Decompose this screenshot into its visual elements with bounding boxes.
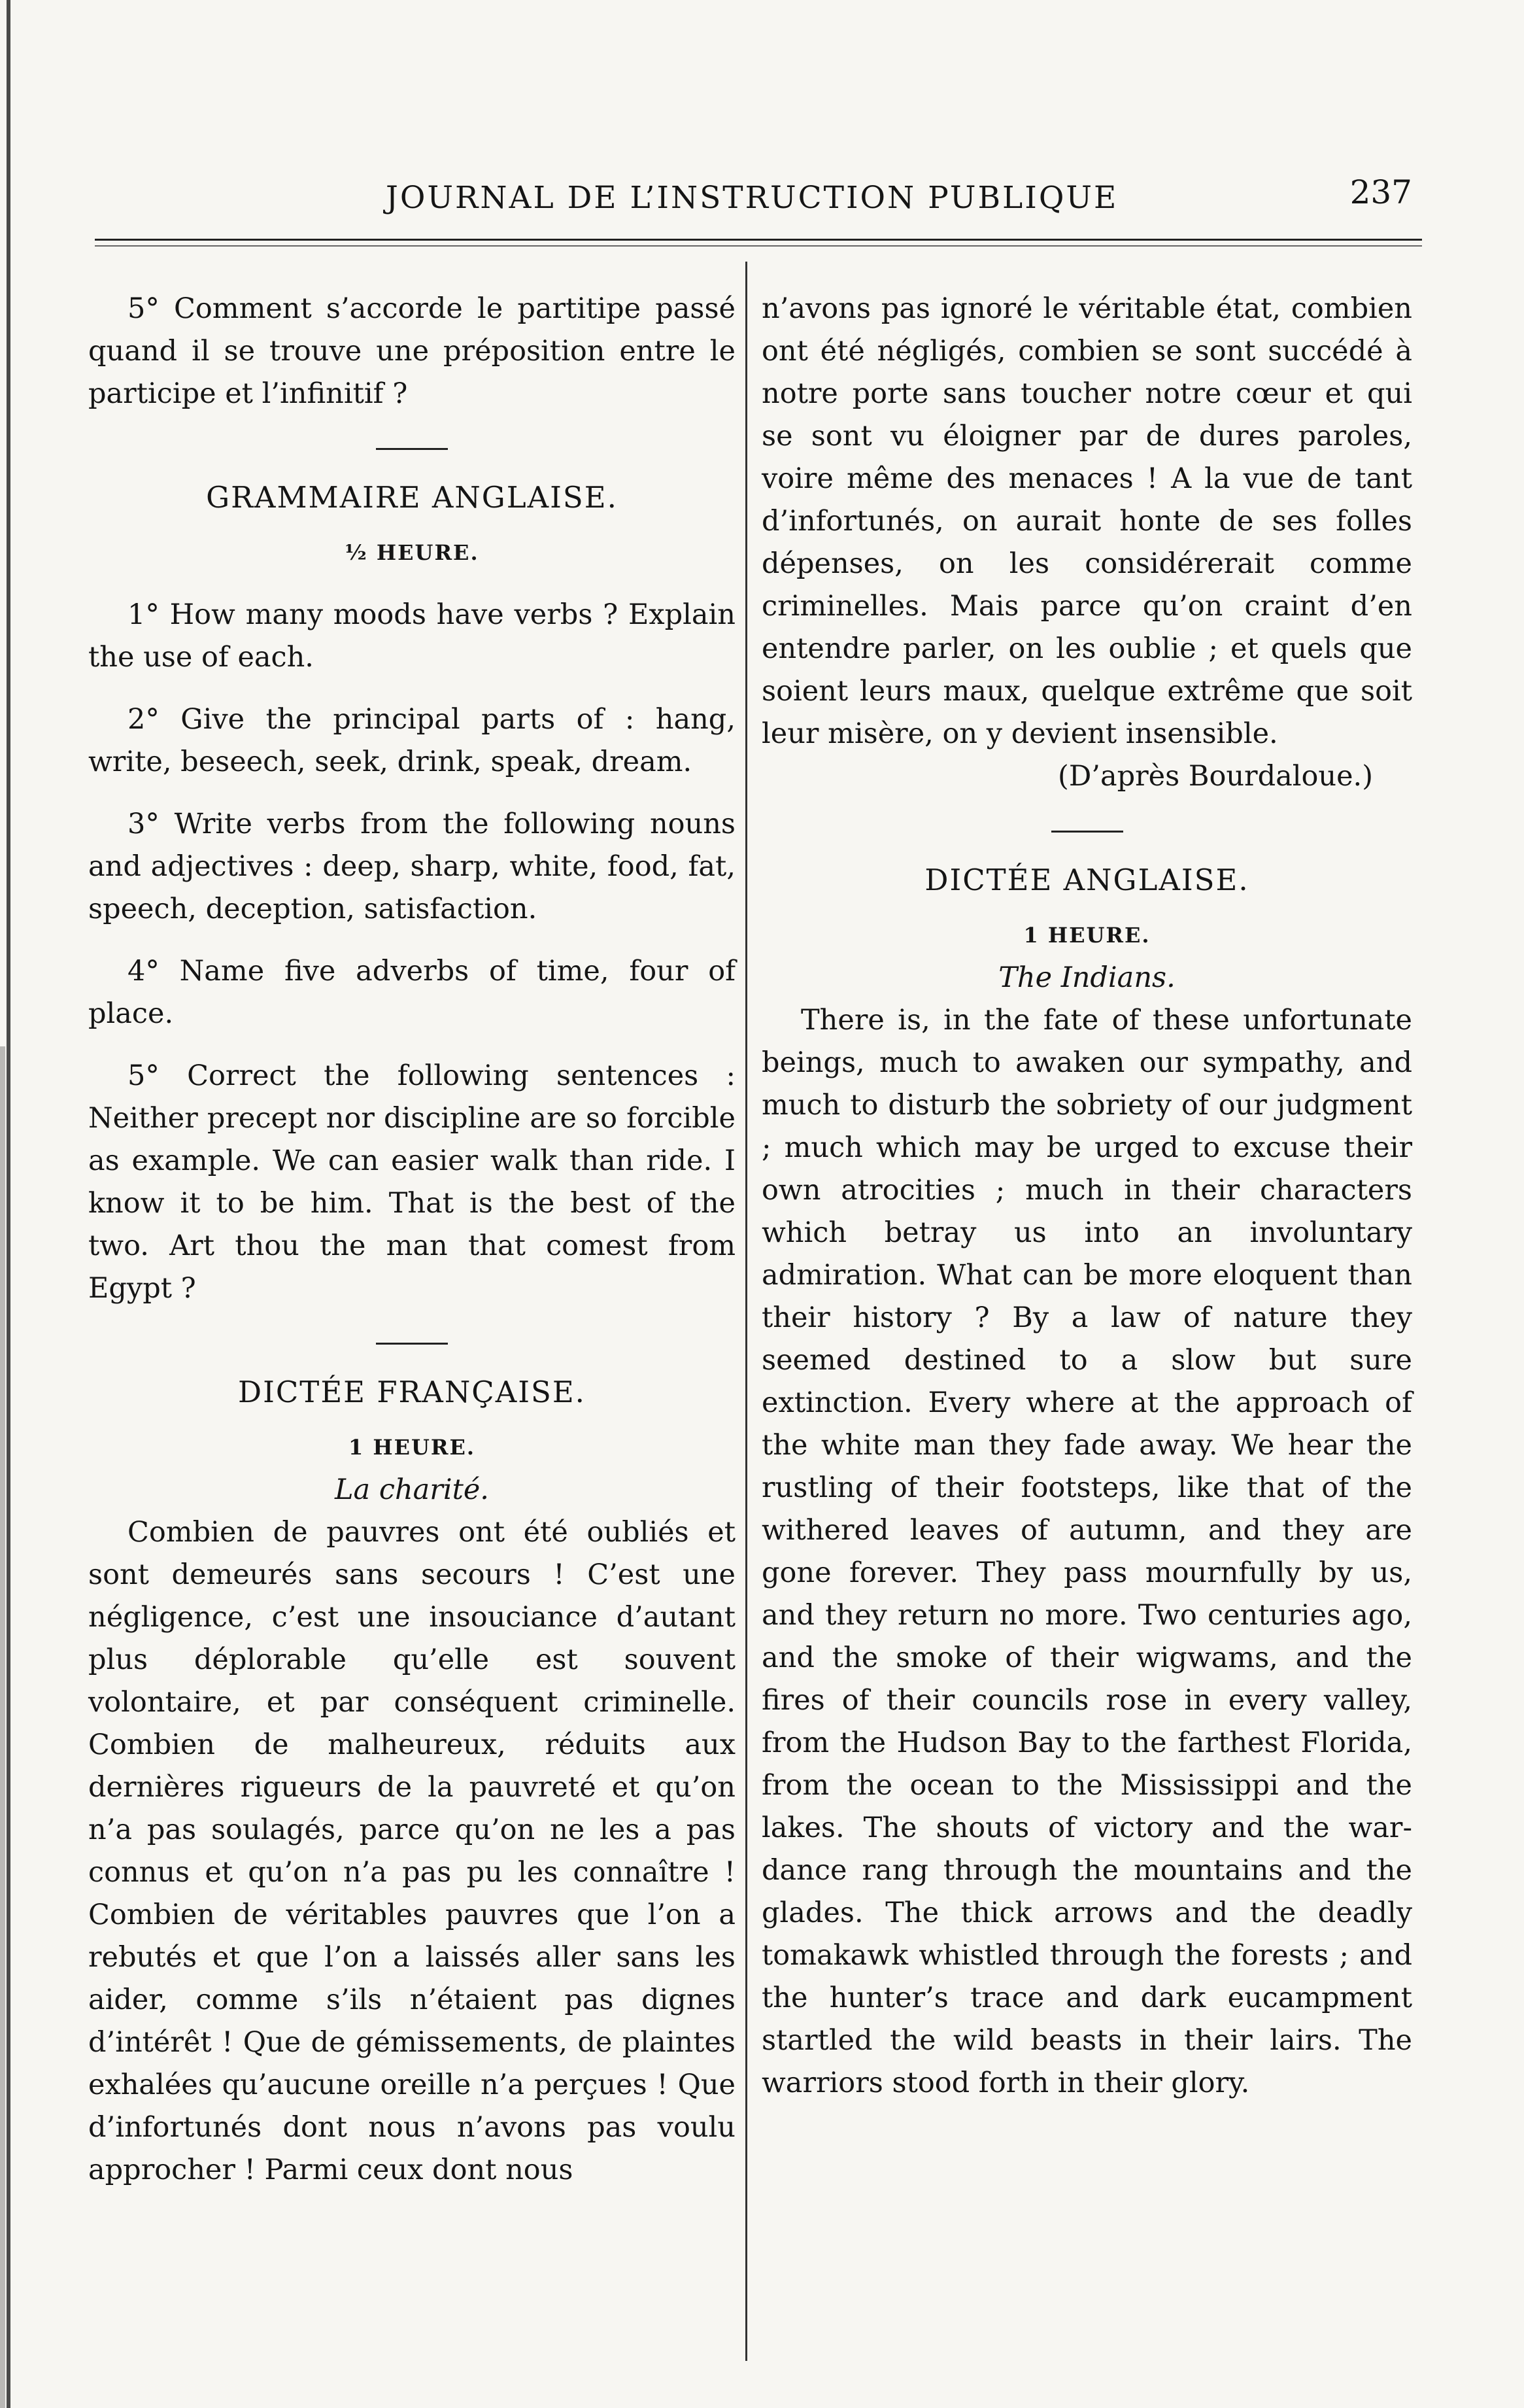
- dictation-text: There is, in the fate of these unfortunate beings, much to awaken our sympathy, and much to disturb the sobriety of our judgment ; much which may be urged to excuse their own atrocities ; much in their characters which betray us into an involuntary admiration. What can be more eloquent than their history ? By a law of nature they seemed destined to a slow but sure extinction. Every where at the approach of the white man they fade away. We hear the rustling of their footsteps, like that of the withered leaves of autumn, and they are gone forever. They pass mournfully by us, and they return no more. Two centuries ago, and the smoke of their wigwams, and the fires of their councils rose in every valley, from the Hudson Bay to the farthest Florida, from the ocean to the Mississippi and the lakes. The shouts of victory and the war-dance rang through the mountains and the glades. The thick arrows and the deadly tomakawk whistled through the forests ; and the hunter’s trace and dark eucampment startled the wild beasts in their lairs. The warriors stood forth in their glory.: [762, 1004, 1412, 2099]
- header-rule-thin: [95, 245, 1422, 247]
- right-column: [762, 288, 1412, 2105]
- question-item: 5° Correct the following sentences : Neither precept nor discipline are so forcible as example. We can easier walk than ride. I know it to be him. That is the best of the two. Art thou the man that comest from Egypt ?: [88, 1059, 736, 1305]
- section-time: 1 HEURE.: [348, 1435, 476, 1460]
- dictation-continuation: n’avons pas ignoré le véritable état, combien ont été négligés, combien se sont succédé à notre porte sans toucher notre cœur et qui se sont vu éloigner par de dures paroles, voire même des menaces ! A la vue de tant d’infortunés, on aurait honte de ses folles dépenses, on les considérerait comme criminelles. Mais parce qu’on craint d’en entendre parler, on les oublie ; et quels que soient leurs maux, quelque extrême que soit leur misère, on y devient insensible.: [762, 292, 1412, 750]
- scan-shadow: [0, 1046, 5, 2408]
- scan-edge: [7, 0, 10, 2408]
- question-item: 2° Give the principal parts of : hang, write, beseech, seek, drink, speak, dream.: [88, 703, 736, 778]
- section-rule: [1051, 831, 1123, 833]
- left-column: [88, 288, 736, 2192]
- section-rule: [376, 1343, 448, 1345]
- page-number: 237: [1349, 173, 1412, 211]
- header-rule: [95, 239, 1422, 241]
- dictation-text: Combien de pauvres ont été oubliés et sont demeurés sans secours ! C’est une négligence, c’est une insouciance d’autant plus déplorable qu’elle est souvent volontaire, et par conséquent criminelle. Combien de malheureux, réduits aux dernières rigueurs de la pauvreté et qu’on n’a pas soulagés, parce qu’on ne les a pas connus et qu’on n’a pas pu les connaître ! Combien de véritables pauvres que l’on a rebutés et que l’on a laissés aller sans les aider, comme s’ils n’étaient pas dignes d’intérêt ! Que de gémissements, de plaintes exhalées qu’aucune oreille n’a perçues ! Que d’infortunés dont nous n’avons pas voulu approcher ! Parmi ceux dont nous: [88, 1516, 736, 2186]
- section-title-dictee-francaise: DICTÉE FRANÇAISE.: [238, 1375, 586, 1409]
- section-time: 1 HEURE.: [1023, 923, 1151, 948]
- section-subtitle: La charité.: [335, 1473, 489, 1506]
- section-time: ½ HEURE.: [345, 540, 479, 565]
- section-title-dictee-anglaise: DICTÉE ANGLAISE.: [924, 863, 1249, 897]
- page-header: [98, 167, 1425, 219]
- question-item: 4° Name five adverbs of time, four of place.: [88, 955, 736, 1030]
- running-title: JOURNAL DE L’INSTRUCTION PUBLIQUE: [386, 180, 1119, 216]
- question-item: 3° Write verbs from the following nouns and adjectives : deep, sharp, white, food, fat, speech, deception, satisfaction.: [88, 808, 736, 925]
- section-subtitle: The Indians.: [998, 961, 1176, 994]
- section-title-grammaire-anglaise: GRAMMAIRE ANGLAISE.: [206, 480, 618, 515]
- section-rule: [376, 448, 448, 450]
- attribution: (D’après Bourdaloue.): [1058, 760, 1373, 793]
- column-divider: [745, 262, 747, 2361]
- french-question-5: 5° Comment s’accorde le partitipe passé quand il se trouve une préposition entre le participe et l’infinitif ?: [88, 292, 736, 410]
- question-item: 1° How many moods have verbs ? Explain the use of each.: [88, 598, 736, 674]
